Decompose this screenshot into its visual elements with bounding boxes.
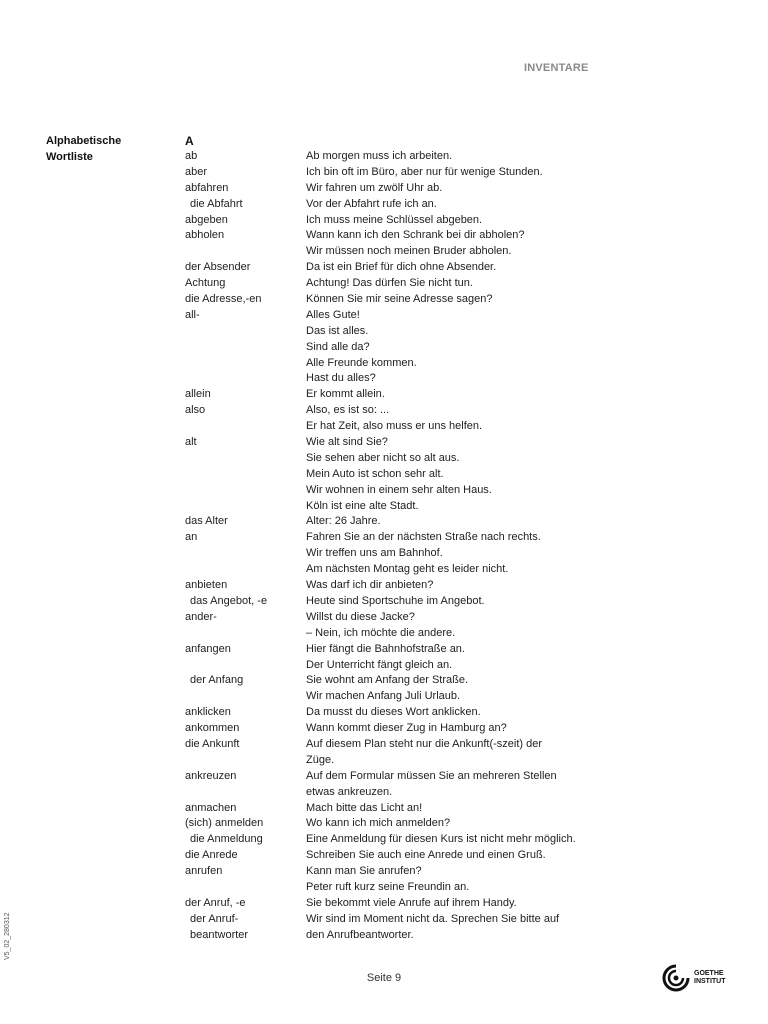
word-entry (185, 737, 605, 769)
example-sentence: Willst du diese Jacke? (306, 610, 415, 623)
word-examples (306, 578, 605, 594)
word-entry (185, 308, 605, 387)
word-term (185, 769, 306, 801)
example-sentence: Hier fängt die Bahnhofstraße an. (306, 642, 465, 655)
goethe-logo (661, 963, 726, 993)
word-entry (185, 260, 605, 276)
example-sentence: Wir treffen uns am Bahnhof. (306, 547, 443, 560)
example-sentence: Mach bitte das Licht an! (306, 801, 423, 814)
word-entry (185, 578, 605, 594)
word-examples (306, 721, 605, 737)
word-entry (185, 848, 605, 864)
example-sentence: Wir fahren um zwölf Uhr ab. (306, 181, 443, 194)
word-list (185, 149, 605, 944)
word-term (185, 705, 306, 721)
example-sentence: Kann man Sie anrufen? (306, 865, 422, 878)
section-title (46, 133, 121, 165)
section-letter: A (185, 134, 194, 148)
word-term (185, 435, 306, 514)
example-sentence: – Nein, ich möchte die andere. (306, 626, 456, 639)
word-term-text: abfahren (185, 181, 229, 194)
word-term-text: anmachen (185, 801, 237, 814)
word-term-text: die Abfahrt (190, 197, 243, 210)
word-term-text: das Angebot, -e (190, 594, 268, 607)
example-sentence: Auf diesem Plan steht nur die Ankunft(-szeit) der (306, 737, 543, 750)
word-term-text: beantworter (190, 928, 249, 941)
word-term-text: alt (185, 436, 197, 449)
example-sentence: Züge. (306, 753, 335, 766)
example-sentence: Was darf ich dir anbieten? (306, 579, 434, 592)
word-entry (185, 228, 605, 260)
example-sentence: Wann kann ich den Schrank bei dir abholen? (306, 229, 525, 242)
word-term (185, 721, 306, 737)
word-term-text: der Anruf- (190, 912, 239, 925)
example-sentence: Fahren Sie an der nächsten Straße nach rechts. (306, 531, 541, 544)
example-sentence: Hast du alles? (306, 372, 376, 385)
word-term (185, 213, 306, 229)
example-sentence: Sie sehen aber nicht so alt aus. (306, 451, 460, 464)
word-examples (306, 864, 605, 896)
example-sentence: Wir müssen noch meinen Bruder abholen. (306, 245, 512, 258)
word-term (185, 197, 306, 213)
word-examples (306, 832, 605, 848)
example-sentence: Wann kommt dieser Zug in Hamburg an? (306, 722, 507, 735)
word-examples (306, 594, 605, 610)
word-entry (185, 530, 605, 578)
word-term-text: Achtung (185, 277, 226, 290)
example-sentence: Alles Gute! (306, 308, 360, 321)
word-term (185, 387, 306, 403)
example-sentence: Achtung! Das dürfen Sie nicht tun. (306, 277, 473, 290)
word-term (185, 642, 306, 674)
logo-line1: GOETHE (694, 970, 724, 977)
header-label: INVENTARE (524, 62, 589, 74)
example-sentence: Eine Anmeldung für diesen Kurs ist nicht mehr möglich. (306, 833, 576, 846)
example-sentence: Peter ruft kurz seine Freundin an. (306, 880, 470, 893)
word-entry (185, 610, 605, 642)
word-entry (185, 721, 605, 737)
word-examples (306, 149, 605, 165)
section-title-line1: Alphabetische (46, 135, 122, 147)
word-term-text: die Adresse,-en (185, 293, 262, 306)
word-term-text: allein (185, 388, 211, 401)
word-term-text: (sich) anmelden (185, 817, 264, 830)
example-sentence: Also, es ist so: ... (306, 404, 390, 417)
word-term-text: die Anrede (185, 849, 238, 862)
word-entry (185, 197, 605, 213)
word-examples (306, 848, 605, 864)
example-sentence: Mein Auto ist schon sehr alt. (306, 467, 444, 480)
word-term (185, 578, 306, 594)
word-term-text: aber (185, 165, 208, 178)
word-entry (185, 801, 605, 817)
word-examples (306, 673, 605, 705)
word-term-text: die Anmeldung (190, 833, 263, 846)
word-examples (306, 737, 605, 769)
word-term (185, 594, 306, 610)
word-entry (185, 165, 605, 181)
word-term (185, 165, 306, 181)
word-term-text: der Absender (185, 261, 251, 274)
example-sentence: Können Sie mir seine Adresse sagen? (306, 293, 493, 306)
word-term-text: anrufen (185, 865, 223, 878)
word-entry (185, 705, 605, 721)
word-term-text: der Anfang (190, 674, 244, 687)
word-entry (185, 594, 605, 610)
word-examples (306, 816, 605, 832)
word-entry (185, 832, 605, 848)
example-sentence: Da ist ein Brief für dich ohne Absender. (306, 261, 497, 274)
example-sentence: Sie bekommt viele Anrufe auf ihrem Handy. (306, 896, 517, 909)
example-sentence: Köln ist eine alte Stadt. (306, 499, 419, 512)
word-entry (185, 642, 605, 674)
word-term (185, 260, 306, 276)
example-sentence: Er hat Zeit, also muss er uns helfen. (306, 420, 483, 433)
word-examples (306, 801, 605, 817)
word-entry (185, 181, 605, 197)
example-sentence: Ich muss meine Schlüssel abgeben. (306, 213, 483, 226)
example-sentence: etwas ankreuzen. (306, 785, 393, 798)
word-term-text: der Anruf, -e (185, 896, 246, 909)
word-examples (306, 530, 605, 578)
example-sentence: Sie wohnt am Anfang der Straße. (306, 674, 469, 687)
example-sentence: Vor der Abfahrt rufe ich an. (306, 197, 437, 210)
word-examples (306, 308, 605, 387)
section-title-line2: Wortliste (46, 151, 93, 163)
word-term (185, 292, 306, 308)
example-sentence: Wir sind im Moment nicht da. Sprechen Sie bitte auf (306, 912, 560, 925)
word-term-text: all- (185, 308, 200, 321)
word-entry (185, 403, 605, 435)
goethe-logo-icon (661, 963, 691, 993)
word-term-text: ankreuzen (185, 769, 237, 782)
word-entry (185, 912, 605, 944)
word-entry (185, 896, 605, 912)
word-term (185, 149, 306, 165)
word-examples (306, 197, 605, 213)
word-term (185, 276, 306, 292)
example-sentence: Er kommt allein. (306, 388, 385, 401)
word-examples (306, 769, 605, 801)
word-entry (185, 864, 605, 896)
word-entry (185, 514, 605, 530)
word-examples (306, 387, 605, 403)
word-examples (306, 610, 605, 642)
example-sentence: Wir wohnen in einem sehr alten Haus. (306, 483, 492, 496)
word-examples (306, 514, 605, 530)
word-term-text: das Alter (185, 515, 228, 528)
word-term (185, 514, 306, 530)
word-entry (185, 276, 605, 292)
word-entry (185, 673, 605, 705)
word-term (185, 610, 306, 642)
example-sentence: Alle Freunde kommen. (306, 356, 417, 369)
word-entry (185, 816, 605, 832)
example-sentence: Das ist alles. (306, 324, 369, 337)
word-term-text: also (185, 404, 206, 417)
word-term (185, 816, 306, 832)
word-examples (306, 292, 605, 308)
example-sentence: Alter: 26 Jahre. (306, 515, 381, 528)
word-examples (306, 642, 605, 674)
word-term (185, 801, 306, 817)
word-term (185, 308, 306, 387)
word-examples (306, 403, 605, 435)
example-sentence: Wir machen Anfang Juli Urlaub. (306, 690, 461, 703)
word-examples (306, 912, 605, 944)
example-sentence: Da musst du dieses Wort anklicken. (306, 706, 481, 719)
word-term-text: anklicken (185, 706, 231, 719)
word-entry (185, 292, 605, 308)
document-code: V5_02_280312 (4, 912, 11, 960)
word-term (185, 673, 306, 705)
example-sentence: Am nächsten Montag geht es leider nicht. (306, 563, 509, 576)
word-examples (306, 435, 605, 514)
word-examples (306, 896, 605, 912)
word-term (185, 848, 306, 864)
word-term-text: anfangen (185, 642, 231, 655)
word-entry (185, 769, 605, 801)
word-term (185, 737, 306, 769)
word-examples (306, 705, 605, 721)
word-term-text: ankommen (185, 722, 240, 735)
word-entry (185, 213, 605, 229)
example-sentence: den Anrufbeantworter. (306, 928, 414, 941)
example-sentence: Ich bin oft im Büro, aber nur für wenige Stunden. (306, 165, 543, 178)
word-term-text: die Ankunft (185, 737, 240, 750)
word-term-text: abholen (185, 229, 225, 242)
example-sentence: Der Unterricht fängt gleich an. (306, 658, 453, 671)
example-sentence: Wie alt sind Sie? (306, 436, 388, 449)
word-examples (306, 165, 605, 181)
example-sentence: Auf dem Formular müssen Sie an mehreren Stellen (306, 769, 557, 782)
word-examples (306, 181, 605, 197)
example-sentence: Wo kann ich mich anmelden? (306, 817, 451, 830)
example-sentence: Heute sind Sportschuhe im Angebot. (306, 594, 485, 607)
word-term (185, 530, 306, 578)
word-term (185, 864, 306, 896)
word-term-text: anbieten (185, 579, 228, 592)
word-term (185, 228, 306, 260)
word-entry (185, 435, 605, 514)
example-sentence: Schreiben Sie auch eine Anrede und einen Gruß. (306, 849, 546, 862)
example-sentence: Sind alle da? (306, 340, 370, 353)
example-sentence: Ab morgen muss ich arbeiten. (306, 150, 453, 162)
word-term-text: ander- (185, 610, 217, 623)
word-term-text: ab (185, 150, 198, 162)
word-examples (306, 260, 605, 276)
word-entry (185, 387, 605, 403)
word-examples (306, 213, 605, 229)
logo-line2: INSTITUT (694, 978, 726, 985)
word-term-text: an (185, 531, 198, 544)
word-term-text: abgeben (185, 213, 228, 226)
word-term (185, 403, 306, 435)
word-examples (306, 228, 605, 260)
word-examples (306, 276, 605, 292)
word-term (185, 896, 306, 912)
word-term (185, 832, 306, 848)
word-entry (185, 149, 605, 165)
page-number: Seite 9 (366, 972, 402, 984)
word-term (185, 181, 306, 197)
word-term (185, 912, 306, 944)
